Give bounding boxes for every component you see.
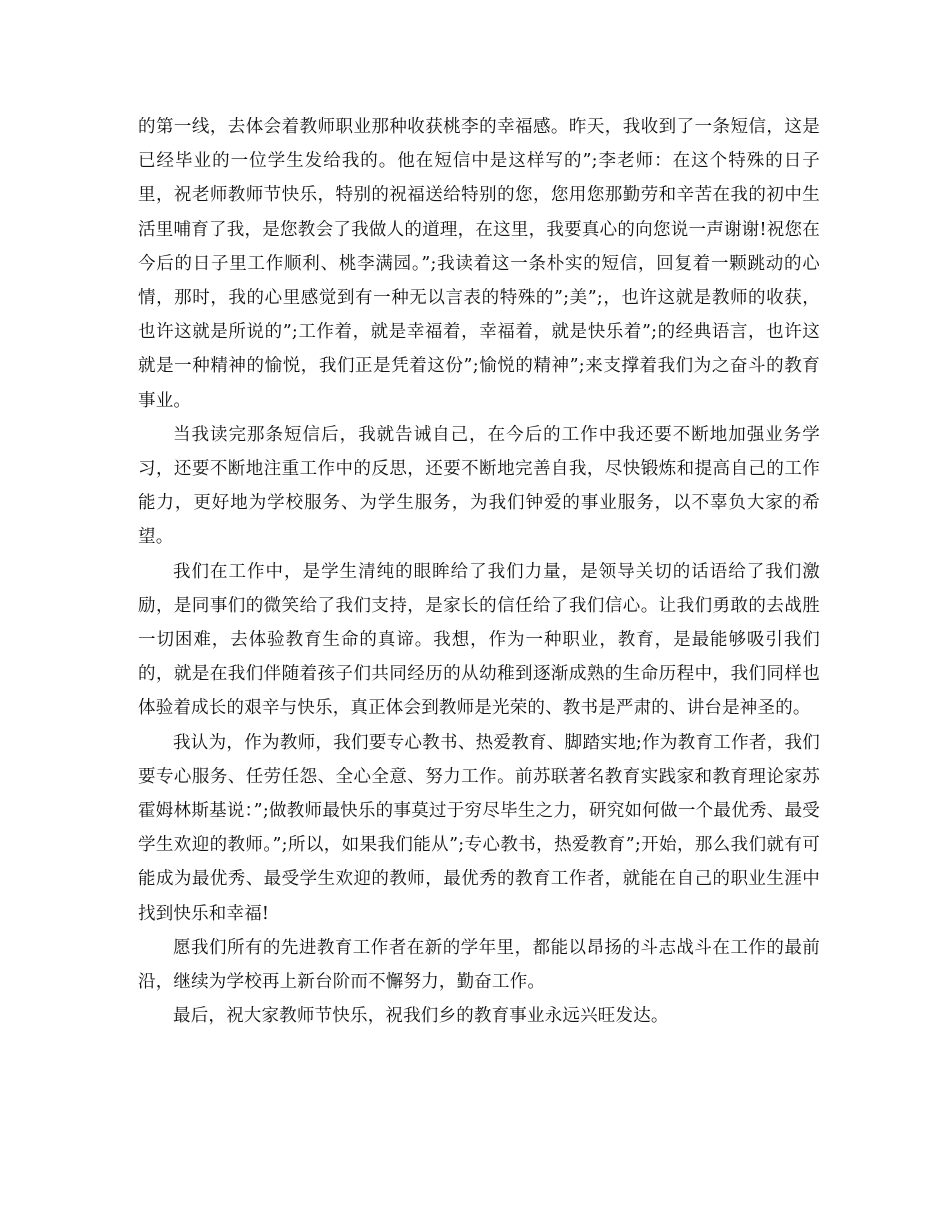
- document-page: [138, 110, 820, 1033]
- paragraph-teacher-duty: 我认为，作为教师，我们要专心教书、热爱教育、脚踏实地;作为教育工作者，我们要专心服务、任劳任怨、全心全意、努力工作。前苏联著名教育实践家和教育理论家苏霍姆林斯基说：”;做教师最快乐的事莫过于穷尽毕生之力，研究如何做一个最优秀、最受学生欢迎的教师。”;所以，如果我们能从”;专心教书，热爱教育”;开始，那么我们就有可能成为最优秀、最受学生欢迎的教师，最优秀的教育工作者，就能在自己的职业生涯中找到快乐和幸福!: [138, 732, 820, 924]
- paragraph-continuation: 的第一线，去体会着教师职业那种收获桃李的幸福感。昨天，我收到了一条短信，这是已经毕业的一位学生发给我的。他在短信中是这样写的”;李老师：在这个特殊的日子里，祝老师教师节快乐，特别的祝福送给特别的您，您用您那勤劳和辛苦在我的初中生活里哺育了我，是您教会了我做人的道理，在这里，我要真心的向您说一声谢谢!祝您在今后的日子里工作顺利、桃李满园。”;我读着这一条朴实的短信，回复着一颗跳动的心情，那时，我的心里感觉到有一种无以言表的特殊的”;美”;，也许这就是教师的收获，也许这就是所说的”;工作着，就是幸福着，幸福着，就是快乐着”;的经典语言，也许这就是一种精神的愉悦，我们正是凭着这份”;愉悦的精神”;来支撑着我们为之奋斗的教育事业。: [138, 117, 820, 411]
- paragraph-work-motivation: 我们在工作中，是学生清纯的眼眸给了我们力量，是领导关切的话语给了我们激励，是同事们的微笑给了我们支持，是家长的信任给了我们信心。让我们勇敢的去战胜一切困难，去体验教育生命的真谛。我想，作为一种职业，教育，是最能够吸引我们的，就是在我们伴随着孩子们共同经历的从幼稚到逐渐成熟的生命历程中，我们同样也体验着成长的艰辛与快乐，真正体会到教师是光荣的、教书是严肃的、讲台是神圣的。: [138, 561, 820, 719]
- paragraph-after-sms: 当我读完那条短信后，我就告诫自己，在今后的工作中我还要不断地加强业务学习，还要不断地注重工作中的反思，还要不断地完善自我，尽快锻炼和提高自己的工作能力，更好地为学校服务、为学生服务，为我们钟爱的事业服务，以不辜负大家的希望。: [138, 424, 820, 548]
- paragraph-closing: 最后，祝大家教师节快乐，祝我们乡的教育事业永远兴旺发达。: [173, 1006, 669, 1027]
- paragraph-wish: 愿我们所有的先进教育工作者在新的学年里，都能以昂扬的斗志战斗在工作的最前沿，继续为学校再上新台阶而不懈努力，勤奋工作。: [138, 937, 820, 993]
